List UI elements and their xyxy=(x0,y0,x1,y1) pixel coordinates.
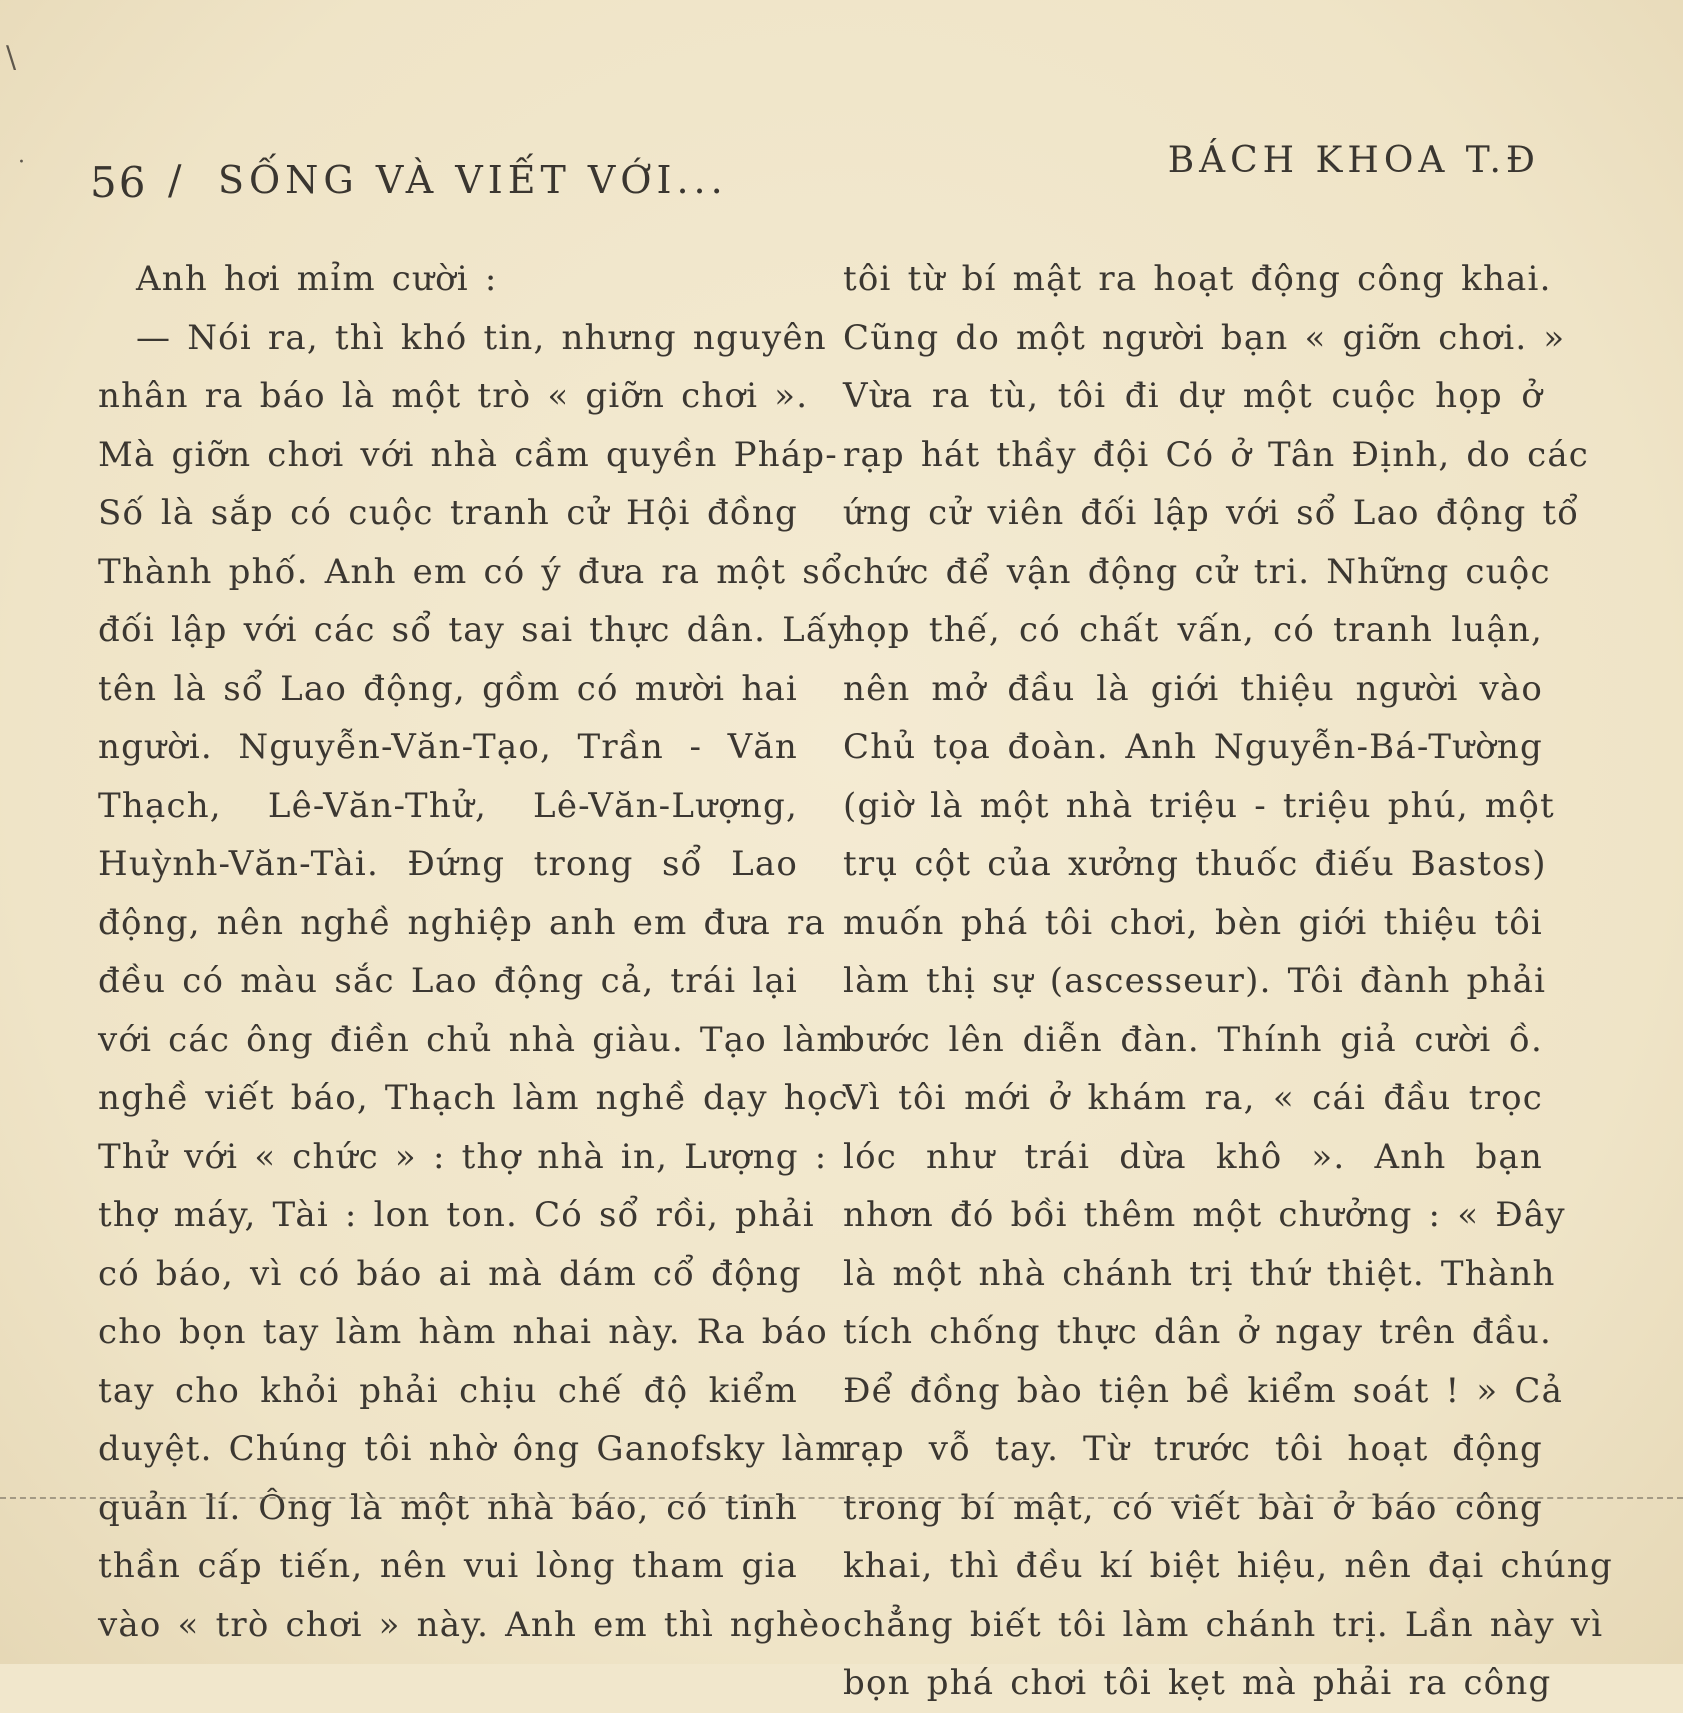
text-line: ứng cử viên đối lập với sổ Lao động tổ xyxy=(843,493,1580,533)
text-line: nhơn đó bồi thêm một chưởng : « Đây xyxy=(843,1195,1566,1235)
text-line: khai, thì đều kí biệt hiệu, nên đại chúng xyxy=(843,1546,1613,1586)
text-line: Vừa ra tù, tôi đi dự một cuộc họp ở xyxy=(843,376,1543,416)
margin-mark: · xyxy=(18,150,25,175)
text-line: tên là sổ Lao động, gồm có mười hai xyxy=(98,668,798,709)
section-title: SỐNG VÀ VIẾT VỚI... xyxy=(218,158,728,202)
text-line: Để đồng bào tiện bề kiểm soát ! » Cả xyxy=(843,1370,1564,1411)
text-line: họp thế, có chất vấn, có tranh luận, xyxy=(843,610,1543,650)
text-line: Huỳnh-Văn-Tài. Đứng trong sổ Lao xyxy=(98,844,798,884)
text-line: Số là sắp có cuộc tranh cử Hội đồng xyxy=(98,493,798,533)
text-line: Vì tôi mới ở khám ra, « cái đầu trọc xyxy=(843,1078,1543,1118)
text-line: — Nói ra, thì khó tin, nhưng nguyên xyxy=(136,317,827,358)
text-line: quản lí. Ông là một nhà báo, có tinh xyxy=(98,1487,798,1528)
text-line: trong bí mật, có viết bài ở báo công xyxy=(843,1487,1543,1528)
margin-mark: \ xyxy=(6,40,17,75)
text-line: muốn phá tôi chơi, bèn giới thiệu tôi xyxy=(843,902,1543,943)
text-line: vào « trò chơi » này. Anh em thì nghèo xyxy=(98,1604,843,1645)
text-line: tích chống thực dân ở ngay trên đầu. xyxy=(843,1312,1553,1352)
text-line: là một nhà chánh trị thứ thiệt. Thành xyxy=(843,1253,1556,1294)
text-line: tôi từ bí mật ra hoạt động công khai. xyxy=(843,259,1552,299)
text-line: chức để vận động cử tri. Những cuộc xyxy=(843,551,1551,592)
text-line: Cũng do một người bạn « giỡn chơi. » xyxy=(843,317,1566,358)
text-line: duyệt. Chúng tôi nhờ ông Ganofsky làm xyxy=(98,1429,849,1469)
text-line: lóc như trái dừa khô ». Anh bạn xyxy=(843,1136,1543,1177)
text-line: đều có màu sắc Lao động cả, trái lại xyxy=(98,961,798,1001)
text-line: bọn phá chơi tôi kẹt mà phải ra công xyxy=(843,1663,1552,1703)
text-line: Chủ tọa đoàn. Anh Nguyễn-Bá-Tường xyxy=(843,727,1543,767)
text-line: động, nên nghề nghiệp anh em đưa ra xyxy=(98,902,826,943)
right-text-column xyxy=(843,250,1613,1713)
text-line: (giờ là một nhà triệu - triệu phú, một xyxy=(843,785,1555,826)
fold-line xyxy=(0,1497,1683,1499)
text-line: Thạch, Lê-Văn-Thử, Lê-Văn-Lượng, xyxy=(98,785,798,826)
text-line: với các ông điền chủ nhà giàu. Tạo làm xyxy=(98,1019,850,1060)
text-line: Anh hơi mỉm cười : xyxy=(136,259,498,299)
text-line: thợ máy, Tài : lon ton. Có sổ rồi, phải xyxy=(98,1195,815,1235)
text-line: người. Nguyễn-Văn-Tạo, Trần - Văn xyxy=(98,727,798,767)
text-line: trụ cột của xưởng thuốc điếu Bastos) xyxy=(843,844,1547,884)
text-line: có báo, vì có báo ai mà dám cổ động xyxy=(98,1253,802,1294)
text-line: làm thị sự (ascesseur). Tôi đành phải xyxy=(843,961,1547,1001)
page-number: 56 xyxy=(90,158,148,207)
running-header xyxy=(90,138,1540,208)
left-text-column xyxy=(98,250,861,1654)
text-line: Thử với « chức » : thợ nhà in, Lượng : xyxy=(98,1136,828,1177)
text-line: cho bọn tay làm hàm nhai này. Ra báo xyxy=(98,1312,828,1352)
text-line: đối lập với các sổ tay sai thực dân. Lấy xyxy=(98,610,849,650)
text-line: Thành phố. Anh em có ý đưa ra một sổ xyxy=(98,551,843,592)
text-line: tay cho khỏi phải chịu chế độ kiểm xyxy=(98,1370,798,1411)
text-line: nên mở đầu là giới thiệu người vào xyxy=(843,668,1543,709)
text-line: bước lên diễn đàn. Thính giả cười ồ. xyxy=(843,1019,1543,1060)
journal-title: BÁCH KHOA T.Đ xyxy=(1167,140,1540,181)
header-separator: / xyxy=(168,158,182,204)
text-line: rạp vỗ tay. Từ trước tôi hoạt động xyxy=(843,1429,1543,1469)
text-line: nghề viết báo, Thạch làm nghề dạy học. xyxy=(98,1078,861,1118)
text-line: chẳng biết tôi làm chánh trị. Lần này vì xyxy=(843,1604,1604,1645)
text-line: rạp hát thầy đội Có ở Tân Định, do các xyxy=(843,434,1590,475)
text-line: nhân ra báo là một trò « giỡn chơi ». xyxy=(98,376,809,416)
text-line: thần cấp tiến, nên vui lòng tham gia xyxy=(98,1546,798,1586)
text-line: Mà giỡn chơi với nhà cầm quyền Pháp- xyxy=(98,434,838,475)
